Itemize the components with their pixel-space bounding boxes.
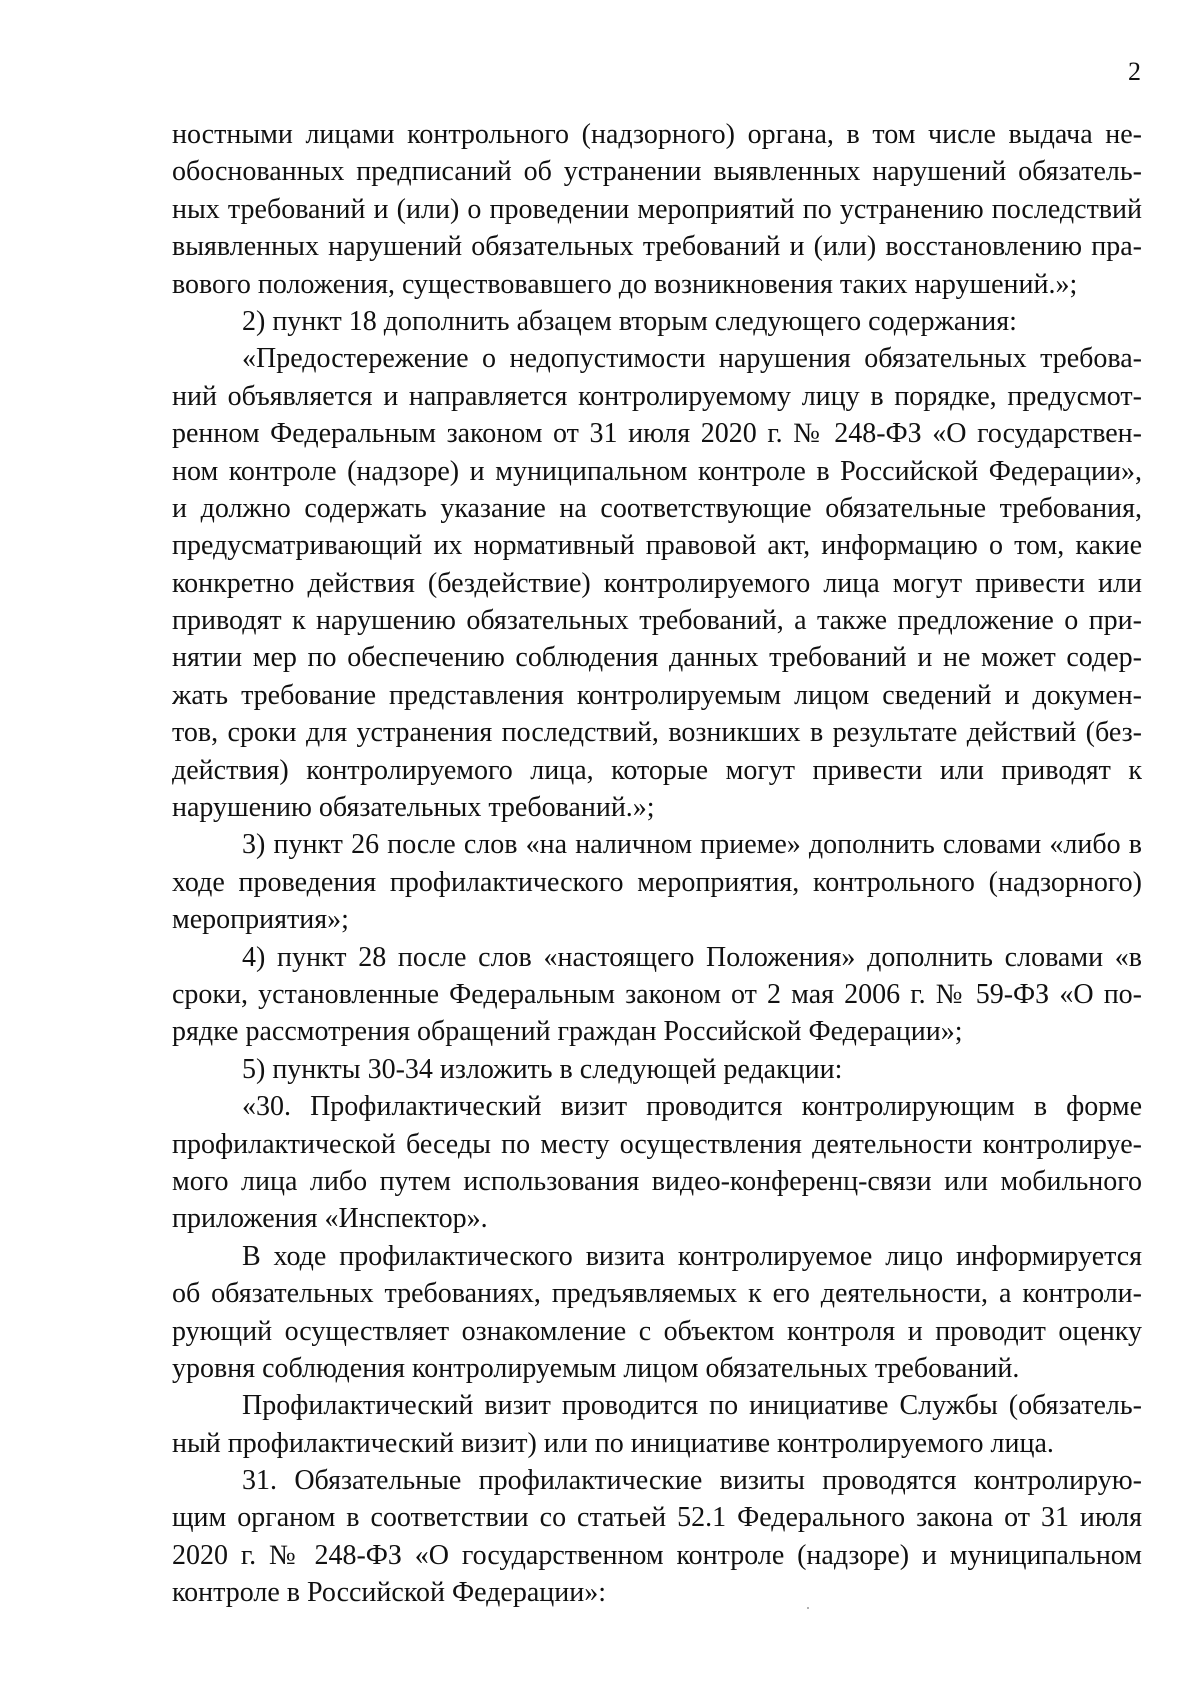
text-line: обоснованных предписаний об устранении выявленных нарушений обязатель- [172, 156, 1142, 188]
text-line: ходе проведения профилактического мероприятия, контрольного (надзорного) [172, 866, 1142, 898]
text-line: жать требование представления контролируемым лицом сведений и докумен- [172, 679, 1142, 711]
text-line: ный профилактический визит) или по инициативе контролируемого лица. [172, 1427, 1054, 1459]
text-line: мого лица либо путем использования видео-конференц-связи или мобильного [172, 1165, 1142, 1197]
text-line: уровня соблюдения контролируемым лицом обязательных требований. [172, 1352, 1020, 1384]
text-line: Профилактический визит проводится по инициативе Службы (обязатель- [242, 1390, 1142, 1422]
text-line: приложения «Инспектор». [172, 1203, 488, 1235]
text-line: 5) пункты 30-34 изложить в следующей редакции: [242, 1053, 843, 1085]
text-line: ном контроле (надзоре) и муниципальном контроле в Российской Федерации», [172, 455, 1142, 487]
text-line: мероприятия»; [172, 904, 349, 936]
text-line: ных требований и (или) о проведении мероприятий по устранению последствий [172, 193, 1142, 225]
text-line: «Предостережение о недопустимости нарушения обязательных требова- [242, 343, 1142, 375]
scan-speck [807, 1607, 809, 1609]
text-line: 3) пункт 26 после слов «на наличном приеме» дополнить словами «либо в [242, 829, 1142, 861]
text-line: выявленных нарушений обязательных требований и (или) восстановлению пра- [172, 231, 1142, 263]
text-line: «30. Профилактический визит проводится контролирующим в форме [242, 1091, 1142, 1123]
text-line: ний объявляется и направляется контролируемому лицу в порядке, предусмот- [172, 380, 1142, 412]
text-line: об обязательных требованиях, предъявляемых к его деятельности, а контроли- [172, 1278, 1142, 1310]
text-line: рядке рассмотрения обращений граждан Российской Федерации»; [172, 1016, 963, 1048]
page-number: 2 [1128, 57, 1141, 86]
text-line: нарушению обязательных требований.»; [172, 792, 655, 824]
text-line: рующий осуществляет ознакомление с объектом контроля и проводит оценку [172, 1315, 1142, 1347]
text-line: приводят к нарушению обязательных требований, а также предложение о при- [172, 605, 1142, 637]
text-line: ренном Федеральным законом от 31 июля 2020 г. № 248-ФЗ «О государствен- [172, 418, 1142, 450]
text-line: ностными лицами контрольного (надзорного) органа, в том числе выдача не- [172, 119, 1142, 150]
text-line: щим органом в соответствии со статьей 52.1 Федерального закона от 31 июля [172, 1502, 1142, 1534]
text-line: контроле в Российской Федерации»: [172, 1577, 606, 1609]
text-line: 31. Обязательные профилактические визиты проводятся контролирую- [242, 1465, 1142, 1497]
text-line: В ходе профилактического визита контролируемое лицо информируется [242, 1240, 1142, 1272]
text-line: предусматривающий их нормативный правовой акт, информацию о том, какие [172, 530, 1142, 562]
text-line: действия) контролируемого лица, которые могут привести или приводят к [172, 754, 1142, 786]
text-line: 2020 г. № 248-ФЗ «О государственном контроле (надзоре) и муниципальном [172, 1539, 1142, 1571]
text-line: конкретно действия (бездействие) контролируемого лица могут привести или [172, 567, 1142, 599]
text-line: 4) пункт 28 после слов «настоящего Положения» дополнить словами «в [242, 941, 1142, 973]
text-line: нятии мер по обеспечению соблюдения данных требований и не может содер- [172, 642, 1142, 674]
text-line: и должно содержать указание на соответствующие обязательные требования, [172, 492, 1142, 524]
text-line: вового положения, существовавшего до возникновения таких нарушений.»; [172, 268, 1078, 300]
text-line: сроки, установленные Федеральным законом от 2 мая 2006 г. № 59-ФЗ «О по- [172, 978, 1142, 1010]
text-line: профилактической беседы по месту осуществления деятельности контролируе- [172, 1128, 1142, 1160]
text-line: тов, сроки для устранения последствий, возникших в результате действий (без- [172, 717, 1142, 749]
text-line: 2) пункт 18 дополнить абзацем вторым следующего содержания: [242, 305, 1017, 337]
document-body [172, 116, 1142, 1612]
